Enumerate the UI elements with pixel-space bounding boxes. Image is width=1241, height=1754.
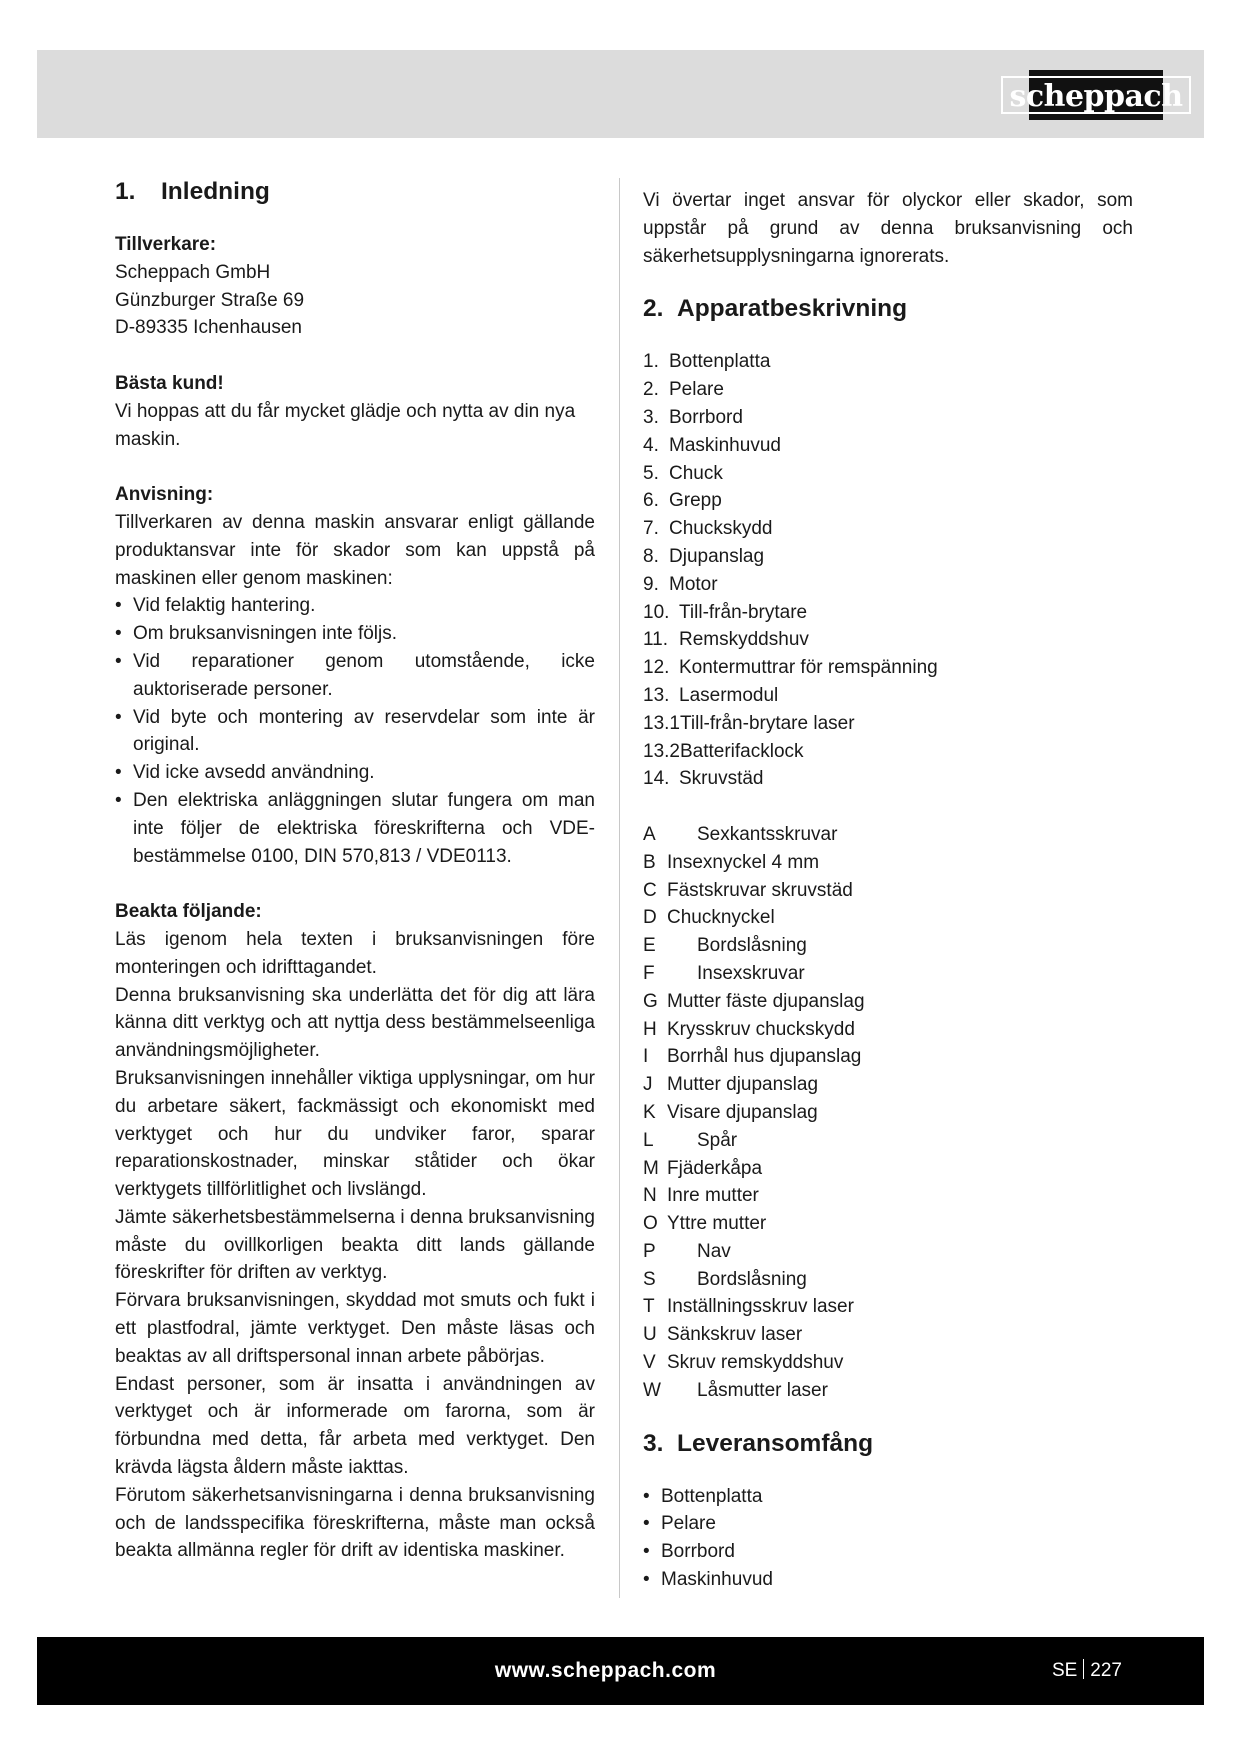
part-label: Djupanslag	[669, 545, 765, 567]
part-label: Batterifacklock	[679, 740, 804, 762]
accessory-item	[643, 821, 1133, 849]
part-label: Chuck	[669, 462, 723, 484]
language-code: SE	[1051, 1660, 1078, 1681]
accessory-item	[643, 1377, 1133, 1405]
accessory-label: Mutter fäste djupanslag	[667, 990, 865, 1012]
accessory-label: Fästskruvar skruvstäd	[667, 879, 853, 901]
part-label: Remskyddshuv	[679, 629, 809, 651]
accessory-item	[643, 1099, 1133, 1127]
accessory-item	[643, 1210, 1133, 1238]
accessory-letter: H	[643, 1018, 657, 1040]
accessory-label: Skruv remskyddshuv	[667, 1352, 844, 1374]
accessory-item	[643, 988, 1133, 1016]
dear-customer-label: Bästa kund!	[115, 372, 224, 394]
part-label: Chuckskydd	[669, 518, 773, 540]
accessory-item	[643, 849, 1133, 877]
part-item	[643, 487, 1133, 515]
part-item	[643, 571, 1133, 599]
accessory-item	[643, 1293, 1133, 1321]
manufacturer-line: D-89335 Ichenhausen	[115, 317, 302, 339]
part-number: 12.	[643, 657, 670, 679]
accessory-item	[643, 1043, 1133, 1071]
part-number: 8.	[643, 545, 659, 567]
accessory-letter: K	[643, 1101, 656, 1123]
notice-list	[115, 592, 595, 870]
list-item: • Om bruksanvisningen inte följs.	[115, 620, 595, 648]
part-number: 13.2	[643, 740, 680, 762]
section-3-heading: 3. Leveransomfång	[643, 1429, 874, 1457]
accessory-letter: J	[643, 1074, 653, 1096]
part-item	[643, 599, 1133, 627]
list-item: • Maskinhuvud	[643, 1566, 1133, 1594]
part-item	[643, 460, 1133, 488]
list-item: • Vid byte och montering av reservdelar som inte är original.	[115, 704, 595, 760]
part-number: 3.	[643, 406, 659, 428]
part-number: 1.	[643, 351, 659, 373]
accessory-item	[643, 1238, 1133, 1266]
dear-customer-text: Vi hoppas att du får mycket glädje och nytta av din nya maskin.	[115, 400, 576, 450]
part-label: Maskinhuvud	[669, 434, 781, 456]
accessory-letter: I	[643, 1046, 649, 1068]
observe-paragraph: Endast personer, som är insatta i användningen av verktyget och är informerade om farorna, som är förbundna med detta, får arbeta med verktyget. Den krävda lägsta åldern måste iakttas.	[115, 1373, 595, 1479]
part-item	[643, 404, 1133, 432]
accessory-item	[643, 904, 1133, 932]
observe-paragraph: Bruksanvisningen innehåller viktiga upplysningar, om hur du arbetare säkert, fackmässigt och ekonomiskt med verktyget och hur du undviker faror, sparar reparationskostnader, minskar ståtider och ökar verktygets tillförlitlighet och livslängd.	[115, 1067, 595, 1201]
list-item: • Vid felaktig hantering.	[115, 592, 595, 620]
part-label: Kontermuttrar för remspänning	[679, 657, 938, 679]
part-number: 6.	[643, 490, 659, 512]
right-column	[643, 175, 1133, 1594]
accessory-letter: U	[643, 1324, 657, 1346]
part-number: 14.	[643, 768, 670, 790]
accessory-label: Inställningsskruv laser	[667, 1296, 854, 1318]
parts-list	[643, 348, 1133, 793]
accessory-label: Visare djupanslag	[667, 1101, 818, 1123]
part-number: 7.	[643, 518, 659, 540]
observe-paragraph: Förvara bruksanvisningen, skyddad mot smuts och fukt i ett plastfodral, jämte verktyget. Den måste läsas och beaktas av all driftspersonal innan arbete påbörjas.	[115, 1290, 595, 1367]
accessory-label: Sexkantsskruvar	[697, 823, 838, 845]
manufacturer-line: Günzburger Straße 69	[115, 289, 305, 311]
accessory-label: Krysskruv chuckskydd	[667, 1018, 855, 1040]
accessory-label: Insexskruvar	[697, 962, 805, 984]
part-item	[643, 710, 1133, 738]
accessory-label: Inre mutter	[667, 1185, 759, 1207]
part-number: 13.	[643, 684, 670, 706]
part-label: Till-från-brytare laser	[679, 712, 855, 734]
list-item: • Bottenplatta	[643, 1483, 1133, 1511]
part-item	[643, 682, 1133, 710]
section-1-heading: 1. Inledning	[115, 178, 270, 205]
accessory-letter: E	[643, 935, 656, 957]
accessory-item	[643, 1155, 1133, 1183]
page-number: 227	[1090, 1660, 1122, 1681]
website-link[interactable]: www.scheppach.com	[494, 1659, 717, 1682]
accessory-item	[643, 1349, 1133, 1377]
part-label: Borrbord	[669, 406, 743, 428]
part-number: 10.	[643, 601, 670, 623]
liability-text: Vi övertar inget ansvar för olyckor eller skador, som uppstår på grund av denna bruksanvisning och säkerhetsupplysningarna ignorerats.	[643, 190, 1133, 267]
part-item	[643, 654, 1133, 682]
list-item: • Vid reparationer genom utomstående, icke auktoriserade personer.	[115, 648, 595, 704]
part-number: 4.	[643, 434, 659, 456]
accessory-letter: L	[643, 1129, 654, 1151]
notice-label: Anvisning:	[115, 484, 214, 506]
part-item	[643, 348, 1133, 376]
left-column	[115, 175, 595, 1565]
part-number: 11.	[643, 629, 669, 651]
accessory-label: Insexnyckel 4 mm	[667, 851, 820, 873]
manufacturer-line: Scheppach GmbH	[115, 261, 271, 283]
part-label: Motor	[669, 573, 718, 595]
accessory-letter: S	[643, 1268, 656, 1290]
accessories-list	[643, 821, 1133, 1405]
section-2-heading: 2. Apparatbeskrivning	[643, 295, 908, 323]
notice-text: Tillverkaren av denna maskin ansvarar enligt gällande produktansvar inte för skador som kan uppstå på maskinen eller genom maskinen:	[115, 511, 595, 589]
accessory-label: Yttre mutter	[667, 1213, 767, 1235]
observe-label: Beakta följande:	[115, 901, 262, 923]
accessory-item	[643, 1016, 1133, 1044]
observe-paragraph: Läs igenom hela texten i bruksanvisningen före monteringen och idrifttagandet.	[115, 928, 595, 978]
accessory-letter: N	[643, 1185, 657, 1207]
accessory-label: Sänkskruv laser	[667, 1324, 803, 1346]
part-number: 13.1	[643, 712, 680, 734]
list-item: • Den elektriska anläggningen slutar fungera om man inte följer de elektriska föreskrifterna och VDE-bestämmelse 0100, DIN 570,813 / VDE0113.	[115, 787, 595, 870]
part-item	[643, 738, 1133, 766]
column-divider	[619, 178, 620, 1598]
accessory-item	[643, 1321, 1133, 1349]
accessory-letter: M	[643, 1157, 659, 1179]
accessory-label: Chucknyckel	[667, 907, 775, 929]
accessory-letter: O	[643, 1213, 658, 1235]
footer-bar	[37, 1637, 1204, 1705]
accessory-item	[643, 932, 1133, 960]
accessory-letter: W	[643, 1379, 661, 1401]
part-number: 2.	[643, 379, 659, 401]
part-item	[643, 515, 1133, 543]
accessory-letter: D	[643, 907, 657, 929]
part-item	[643, 626, 1133, 654]
part-number: 9.	[643, 573, 659, 595]
accessory-label: Bordslåsning	[697, 1268, 807, 1290]
part-label: Pelare	[669, 379, 724, 401]
accessory-letter: C	[643, 879, 657, 901]
part-label: Grepp	[669, 490, 722, 512]
accessory-letter: P	[643, 1240, 656, 1262]
accessory-label: Nav	[697, 1240, 731, 1262]
observe-paragraph: Denna bruksanvisning ska underlätta det för dig att lära känna ditt verktyg och att nyttja dess bestämmelseenliga användningsmöjligheter.	[115, 984, 595, 1062]
accessory-letter: A	[643, 823, 656, 845]
list-item: • Pelare	[643, 1510, 1133, 1538]
delivery-list	[643, 1483, 1133, 1594]
accessory-label: Spår	[697, 1129, 738, 1151]
accessory-letter: T	[643, 1296, 655, 1318]
list-item: • Vid icke avsedd användning.	[115, 759, 595, 787]
part-label: Bottenplatta	[669, 351, 771, 373]
observe-paragraph: Förutom säkerhetsanvisningarna i denna bruksanvisning och de landsspecifika föreskrifterna, måste man också beakta allmänna regler för drift av identiska maskiner.	[115, 1484, 595, 1562]
part-item	[643, 543, 1133, 571]
part-number: 5.	[643, 462, 659, 484]
accessory-letter: F	[643, 962, 655, 984]
accessory-item	[643, 1071, 1133, 1099]
part-item	[643, 432, 1133, 460]
accessory-item	[643, 1266, 1133, 1294]
logo-text: scheppach	[1001, 76, 1190, 114]
accessory-label: Bordslåsning	[697, 935, 807, 957]
part-item	[643, 765, 1133, 793]
list-item: • Borrbord	[643, 1538, 1133, 1566]
accessory-item	[643, 1182, 1133, 1210]
accessory-item	[643, 960, 1133, 988]
accessory-letter: V	[643, 1352, 656, 1374]
accessory-label: Mutter djupanslag	[667, 1074, 819, 1096]
page-indicator	[1052, 1637, 1122, 1705]
observe-paragraph: Jämte säkerhetsbestämmelserna i denna bruksanvisning måste du ovillkorligen beakta ditt lands gällande föreskrifter för driften av verktyg.	[115, 1206, 595, 1284]
accessory-label: Fjäderkåpa	[667, 1157, 763, 1179]
accessory-item	[643, 877, 1133, 905]
manufacturer-label: Tillverkare:	[115, 234, 217, 255]
accessory-letter: G	[643, 990, 658, 1012]
accessory-letter: B	[643, 851, 656, 873]
part-label: Till-från-brytare	[679, 601, 808, 623]
scheppach-logo	[1009, 70, 1183, 120]
part-label: Skruvstäd	[679, 768, 764, 790]
accessory-label: Låsmutter laser	[697, 1379, 828, 1401]
accessory-item	[643, 1127, 1133, 1155]
accessory-label: Borrhål hus djupanslag	[667, 1046, 862, 1068]
part-label: Lasermodul	[679, 684, 779, 706]
part-item	[643, 376, 1133, 404]
